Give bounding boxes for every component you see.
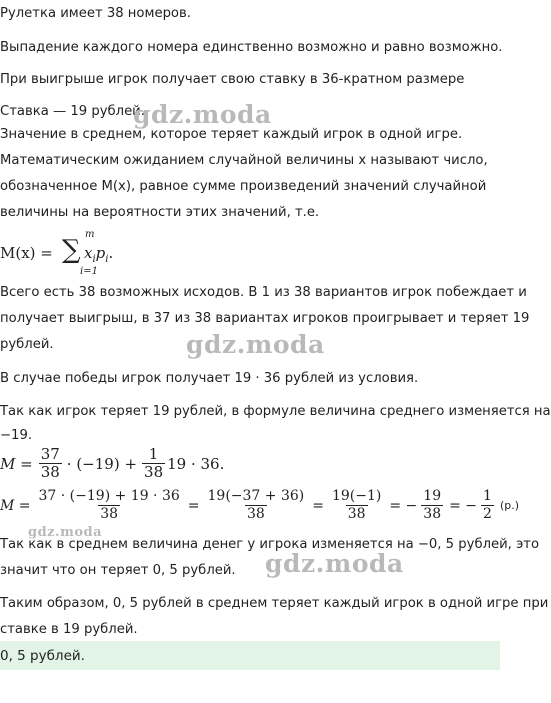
formula-m2	[0, 488, 519, 523]
text-line: Рулетка имеет 38 номеров.	[0, 6, 191, 21]
sum-body	[84, 244, 113, 265]
fraction	[330, 488, 383, 523]
sum-lower-limit: i=1	[80, 266, 98, 277]
text-line: При выигрыше игрок получает свою ставку в 36-кратном размере	[0, 72, 465, 87]
text-line: В случае победы игрок получает 19 · 36 рублей из условия.	[0, 371, 419, 386]
fraction-denominator: 38	[423, 506, 442, 522]
fraction	[37, 488, 182, 523]
answer-text: 0, 5 рублей.	[0, 648, 85, 664]
text-line: значит что он теряет 0, 5 рублей.	[0, 563, 236, 578]
watermark: gdz.moda	[265, 549, 404, 578]
fraction-numerator: 37	[40, 445, 60, 463]
text-line: Математическим ожиданием случайной величины x называют число,	[0, 153, 488, 168]
text-line: обозначенное M(x), равное сумме произведений значений случайной	[0, 179, 487, 194]
fraction	[39, 446, 62, 481]
fraction-denominator: 38	[246, 506, 265, 522]
fraction-numerator: 37 · (−19) + 19 · 36	[38, 488, 180, 504]
sum-body-x: x	[84, 244, 93, 262]
text-line: величины на вероятности этих значений, т.е.	[0, 205, 320, 220]
fraction-numerator: 19(−37 + 36)	[207, 488, 305, 504]
fraction	[481, 488, 494, 523]
sum-sign: ∑	[62, 235, 81, 265]
fraction-numerator: 19	[423, 488, 442, 504]
sum-body-p-index: i	[105, 254, 109, 265]
expectation-formula	[0, 230, 140, 276]
unit-label: (р.)	[499, 499, 520, 512]
text-line: рублей.	[0, 337, 54, 352]
formula-lhs: M =	[0, 454, 33, 473]
fraction-denominator: 38	[144, 463, 164, 481]
text-line: Выпадение каждого номера единственно возможно и равно возможно.	[0, 40, 503, 55]
formula-end: 19 · 36.	[167, 454, 225, 473]
fraction	[142, 446, 165, 481]
formula-lhs: M =	[0, 497, 31, 514]
text-line: Ставка — 19 рублей.	[0, 104, 145, 119]
text-line: Таким образом, 0, 5 рублей в среднем теряет каждый игрок в одной игре при	[0, 596, 549, 611]
fraction-denominator: 38	[100, 506, 119, 522]
text-line: ставке в 19 рублей.	[0, 622, 138, 637]
equals-sign: = −	[449, 497, 478, 514]
watermark: gdz.moda	[186, 330, 325, 359]
sum-body-p: p	[95, 244, 106, 262]
fraction	[206, 488, 307, 523]
fraction-denominator: 38	[40, 463, 60, 481]
text-line: −19.	[0, 428, 33, 443]
text-line: Всего есть 38 возможных исходов. В 1 из 38 вариантов игрок побеждает и	[0, 285, 527, 300]
fraction-numerator: 1	[148, 445, 159, 463]
text-line: получает выигрыш, в 37 из 38 вариантах игроков проигрывает и теряет 19	[0, 311, 530, 326]
fraction-numerator: 1	[483, 488, 492, 504]
sum-body-x-index: i	[92, 254, 96, 265]
fraction-denominator: 38	[347, 506, 366, 522]
fraction	[421, 488, 443, 523]
formula-middle: · (−19) +	[66, 454, 138, 473]
formula-m1	[0, 446, 224, 481]
equals-sign: =	[312, 497, 324, 514]
formula-lhs: M(x) =	[0, 244, 53, 262]
text-line: Значение в среднем, которое теряет каждый игрок в одной игре.	[0, 127, 463, 142]
text-line: Так как в среднем величина денег у игрока изменяется на −0, 5 рублей, это	[0, 537, 540, 552]
sum-upper-limit: m	[85, 229, 95, 240]
watermark: gdz.moda	[133, 100, 272, 129]
watermark: gdz.moda	[28, 525, 103, 540]
fraction-denominator: 2	[483, 506, 492, 522]
fraction-numerator: 19(−1)	[331, 488, 382, 504]
equals-sign: =	[187, 497, 200, 514]
sum-end: .	[108, 244, 114, 262]
equals-sign: = −	[389, 497, 418, 514]
text-line: Так как игрок теряет 19 рублей, в формуле величина среднего изменяется на	[0, 404, 551, 419]
